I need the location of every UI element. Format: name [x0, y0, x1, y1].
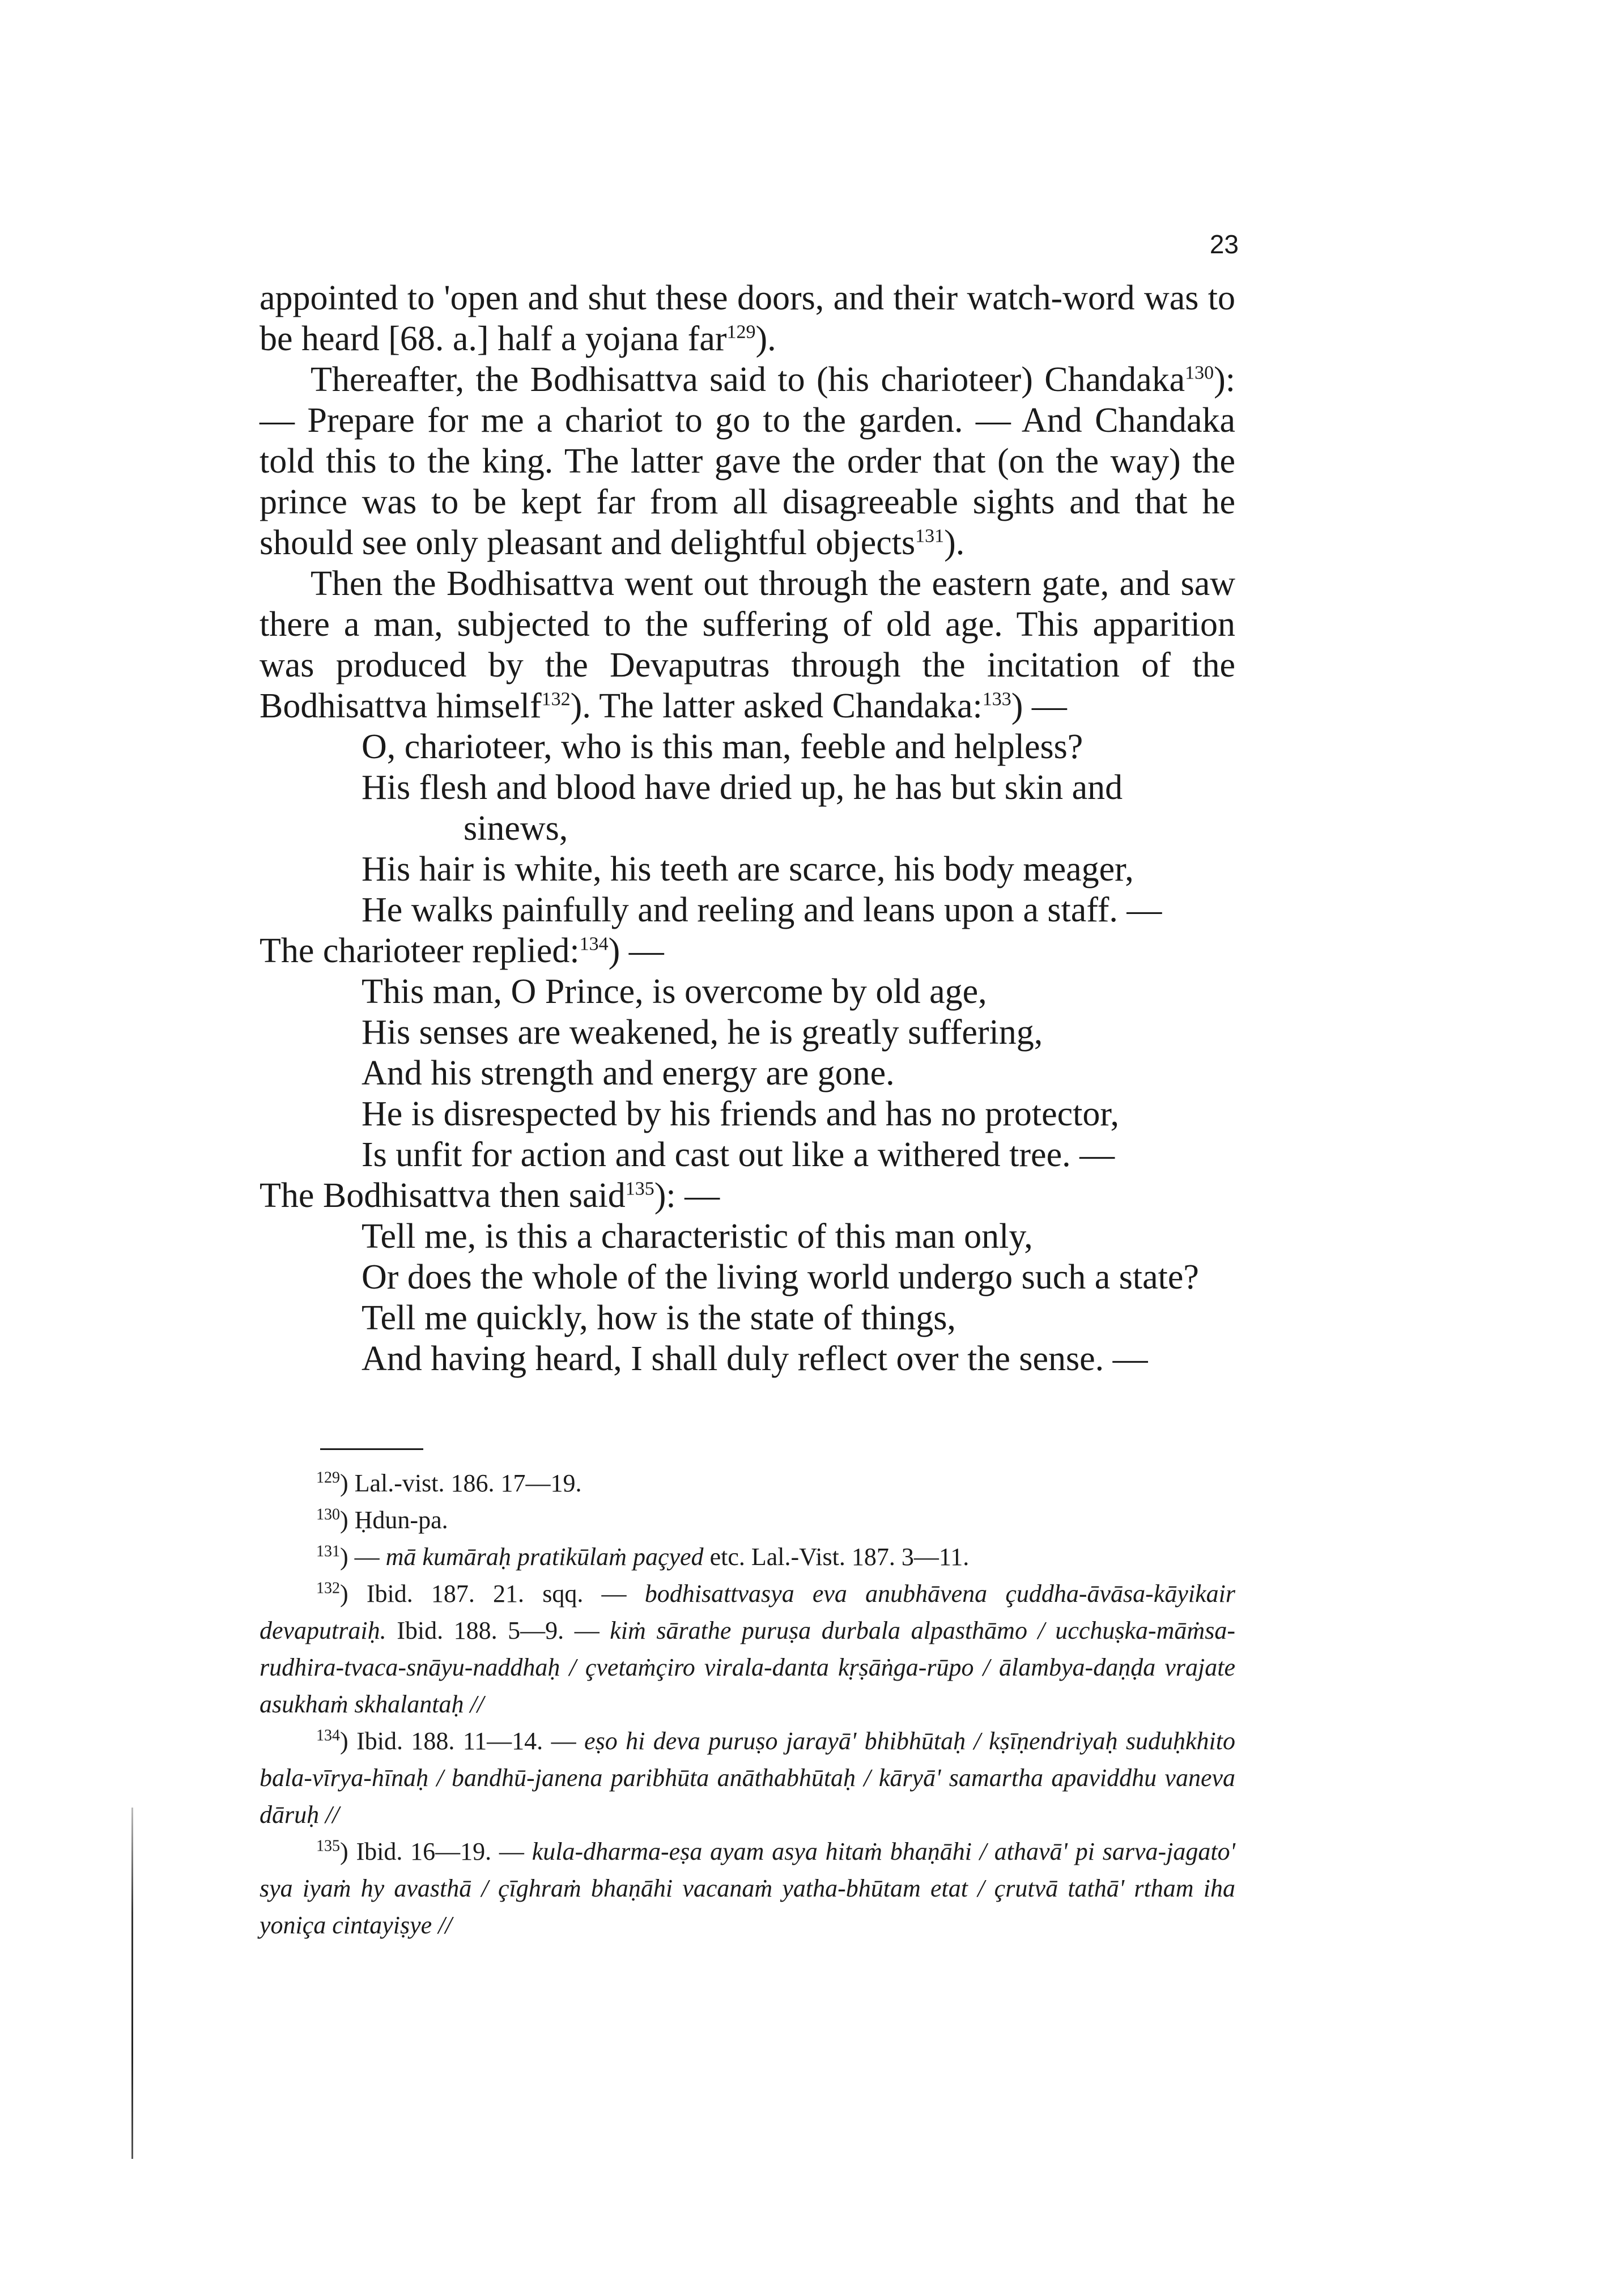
footnotes	[260, 1465, 1235, 1944]
footnote-separator	[320, 1448, 423, 1450]
footnote-reference: 131	[915, 525, 945, 547]
verse-line: Tell me, is this a characteristic of this man only,	[362, 1217, 1033, 1256]
text-run: etc. Lal.-Vist. 187. 3—11.	[703, 1543, 970, 1571]
verse-line: And his strength and energy are gone.	[362, 1054, 895, 1092]
margin-scan-mark	[131, 1808, 133, 2159]
footnote	[260, 1575, 1235, 1723]
footnote-number: 131	[316, 1542, 340, 1561]
paragraph	[260, 359, 1235, 563]
verse-charioteer-question	[362, 726, 1235, 930]
footnote-reference: 130	[1185, 362, 1214, 384]
text-run: ): —	[654, 1176, 720, 1215]
footnote-reference: 135	[625, 1178, 654, 1200]
text-run: appointed to 'open and shut these doors, and their watch-word was to be heard [68. a.] half a yojana far	[260, 279, 1235, 358]
paragraph	[260, 278, 1235, 359]
text-run: The charioteer replied:	[260, 932, 580, 970]
paragraph	[260, 563, 1235, 726]
verse-line: His hair is white, his teeth are scarce, his body meager,	[362, 850, 1134, 888]
text-run: ): — Prepare for me a chariot to go to the garden. — And Chandaka told this to the king. The latter gave the order that (on the way) the prince was to be kept far from all disagreeable sights and that he should see only pleasant and delightful objects	[260, 360, 1235, 562]
verse-line: Or does the whole of the living world undergo such a state?	[362, 1258, 1199, 1296]
verse-line: Is unfit for action and cast out like a withered tree. —	[362, 1136, 1115, 1174]
sanskrit-quote: kiṁ sārathe puruṣa durbala alpasthāmo / ucchuṣka-māṁsa-rudhira-tvaca-snāyu-naddhaḥ / çvetaṁçiro virala-danta kṛṣāṅga-rūpo / ālambya-daṇḍa vrajate asukhaṁ skhalantaḥ //	[260, 1617, 1235, 1718]
footnote-reference: 133	[982, 688, 1011, 710]
verse-line: Tell me quickly, how is the state of things,	[362, 1299, 956, 1337]
text-run: ).	[944, 524, 965, 562]
verse-line: He walks painfully and reeling and leans upon a staff. —	[362, 891, 1162, 929]
speaker-line	[260, 930, 1235, 971]
footnote	[260, 1465, 1235, 1502]
footnote	[260, 1723, 1235, 1833]
sanskrit-quote: mā kumāraḥ pratikūlaṁ paçyed	[385, 1543, 704, 1571]
footnote-number: 129	[316, 1469, 340, 1487]
footnote-reference: 132	[541, 688, 571, 710]
footnote	[260, 1502, 1235, 1538]
verse-line: And having heard, I shall duly reflect over the sense. —	[362, 1340, 1148, 1378]
verse-line: His senses are weakened, he is greatly suffering,	[362, 1013, 1043, 1052]
text-run: ) Ibid. 187. 21. sqq. —	[340, 1580, 645, 1608]
footnote-number: 134	[316, 1727, 340, 1745]
text-run: ) —	[1011, 687, 1067, 725]
verse-line: O, charioteer, who is this man, feeble and helpless?	[362, 728, 1083, 766]
sanskrit-quote: kula-dharma-eṣa ayam asya hitaṁ bhaṇāhi / athavā' pi sarva-jagato' sya iyaṁ hy avasthā / çīghraṁ bhaṇāhi vacanaṁ yatha-bhūtam etat / çrutvā tathā' rtham iha yoniça cintayiṣye //	[260, 1838, 1235, 1939]
verse-bodhisattva-question	[362, 1216, 1235, 1379]
footnote-number: 135	[316, 1837, 340, 1855]
sanskrit-quote: eṣo hi deva puruṣo jarayā' bhibhūtaḥ / kṣīṇendriyaḥ suduḥkhito bala-vīrya-hīnaḥ / bandhū-janena paribhūta anāthabhūtaḥ / kāryā' samartha apaviddhu vaneva dāruḥ //	[260, 1727, 1235, 1829]
text-run: ) —	[340, 1543, 386, 1571]
speaker-line	[260, 1175, 1235, 1216]
verse-charioteer-reply	[362, 971, 1235, 1175]
text-run: Then the Bodhisattva went out through the eastern gate, and saw there a man, subjected to the suffering of old age. This apparition was produced by the Devaputras through the incitation of the Bodhisattva himself	[260, 564, 1235, 725]
text-run: ) Ḥdun-pa.	[340, 1506, 448, 1534]
page-number: 23	[1209, 229, 1239, 259]
sanskrit-quote: bodhisattvasya eva anubhāvena çuddha-āvāsa-kāyikair devaputraiḥ.	[260, 1580, 1235, 1644]
text-run: ) —	[608, 932, 664, 970]
text-run: ). The latter asked Chandaka:	[570, 687, 983, 725]
text-run: ) Ibid. 16—19. —	[340, 1838, 532, 1865]
text-run: ) Ibid. 188. 11—14. —	[340, 1727, 585, 1755]
text-run: The Bodhisattva then said	[260, 1176, 626, 1215]
footnote-number: 132	[316, 1579, 340, 1597]
verse-line: sinews,	[464, 809, 568, 848]
main-text	[260, 278, 1235, 1379]
footnote-number: 130	[316, 1506, 340, 1524]
text-run: ).	[755, 320, 776, 358]
text-run: Thereafter, the Bodhisattva said to (his charioteer) Chandaka	[311, 360, 1185, 399]
text-run: ) Lal.-vist. 186. 17—19.	[340, 1469, 582, 1497]
verse-line: His flesh and blood have dried up, he has but skin and	[362, 768, 1123, 807]
verse-line: He is disrespected by his friends and has no protector,	[362, 1095, 1120, 1133]
text-run: Ibid. 188. 5—9. —	[386, 1617, 610, 1644]
footnote	[260, 1833, 1235, 1944]
verse-line: This man, O Prince, is overcome by old age,	[362, 972, 987, 1011]
footnote	[260, 1538, 1235, 1575]
footnote-reference: 129	[726, 321, 756, 343]
footnote-reference: 134	[579, 933, 609, 955]
